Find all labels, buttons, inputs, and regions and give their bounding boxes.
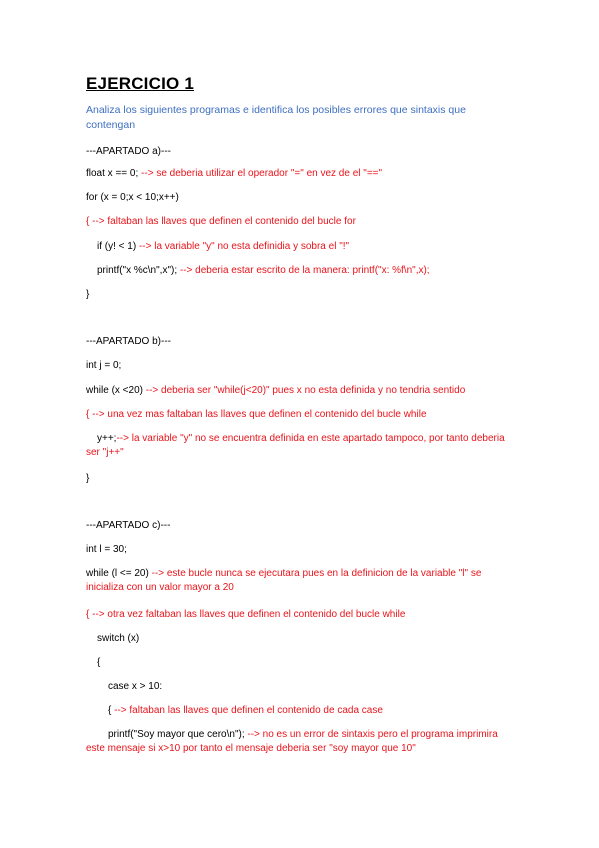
apartado-a-line-2 <box>86 191 179 205</box>
apartado-c-line-7 <box>108 704 383 718</box>
apartado-c-line-6 <box>108 680 162 694</box>
apartado-a-line-1 <box>86 167 382 181</box>
code-text: int j = 0; <box>86 360 122 371</box>
code-text: while (x <20) <box>86 385 146 396</box>
apartado-b-header: ---APARTADO b)--- <box>86 336 171 347</box>
error-note: --> deberia estar escrito de la manera: printf("x: %f\n",x); <box>179 265 430 276</box>
apartado-b-line-3 <box>86 408 427 422</box>
apartado-a-line-6 <box>86 288 89 302</box>
code-text: if (y! < 1) <box>97 241 139 252</box>
apartado-c-line-8 <box>86 728 516 756</box>
code-text: int l = 30; <box>86 544 127 555</box>
code-text: printf("Soy mayor que cero\n"); <box>108 729 248 740</box>
code-text: switch (x) <box>97 633 140 644</box>
code-text: { <box>108 705 115 716</box>
error-note: --> faltaban las llaves que definen el contenido de cada case <box>114 705 383 716</box>
apartado-c-line-2 <box>86 567 516 595</box>
apartado-a-line-3 <box>86 215 356 229</box>
code-text: float x == 0; <box>86 168 142 179</box>
error-note: --> no es un error de sintaxis pero el programa imprimira este mensaje si x>10 por tanto el mensaje deberia ser "soy mayor que 10" <box>86 729 498 754</box>
code-text: printf("x %c\n",x"); <box>97 265 180 276</box>
code-text: { <box>97 657 101 668</box>
apartado-c-line-5 <box>97 656 100 670</box>
apartado-c-line-1 <box>86 543 127 557</box>
page-title: EJERCICIO 1 <box>86 74 195 93</box>
error-note: --> faltaban las llaves que definen el contenido del bucle for <box>92 216 356 227</box>
code-text: { <box>86 409 93 420</box>
error-note: --> este bucle nunca se ejecutara pues en la definicion de la variable "l" se inicializa con un valor mayor a 20 <box>86 568 482 593</box>
apartado-b-line-2 <box>86 384 465 398</box>
code-text: case x > 10: <box>108 681 163 692</box>
code-text: for (x = 0;x < 10;x++) <box>86 192 179 203</box>
code-text: while (l <= 20) <box>86 568 152 579</box>
error-note: --> deberia ser "while(j<20)" pues x no esta definida y no tendria sentido <box>145 385 466 396</box>
code-text: y++; <box>97 433 117 444</box>
error-note: --> otra vez faltaban las llaves que definen el contenido del bucle while <box>92 609 406 620</box>
error-note: --> una vez mas faltaban las llaves que definen el contenido del bucle while <box>92 409 427 420</box>
apartado-a-header: ---APARTADO a)--- <box>86 146 171 157</box>
apartado-b-line-5 <box>86 472 89 486</box>
apartado-a-line-5 <box>97 264 430 278</box>
code-text: { <box>86 609 93 620</box>
code-text: } <box>86 473 90 484</box>
apartado-c-header: ---APARTADO c)--- <box>86 520 171 531</box>
apartado-c-line-4 <box>97 632 139 646</box>
error-note: --> se deberia utilizar el operador "=" en vez de el "==" <box>141 168 383 179</box>
code-text: } <box>86 289 90 300</box>
code-text: { <box>86 216 93 227</box>
page-subtitle: Analiza los siguientes programas e identifica los posibles errores que sintaxis que contengan <box>86 104 466 131</box>
apartado-b-line-4 <box>86 432 516 460</box>
apartado-c-line-3 <box>86 608 405 622</box>
error-note: --> la variable "y" no esta definidia y sobra el "!" <box>138 241 350 252</box>
error-note: --> la variable "y" no se encuentra definida en este apartado tampoco, por tanto deberia ser "j++" <box>86 433 505 458</box>
apartado-b-line-1 <box>86 359 121 373</box>
apartado-a-line-4 <box>97 240 349 254</box>
